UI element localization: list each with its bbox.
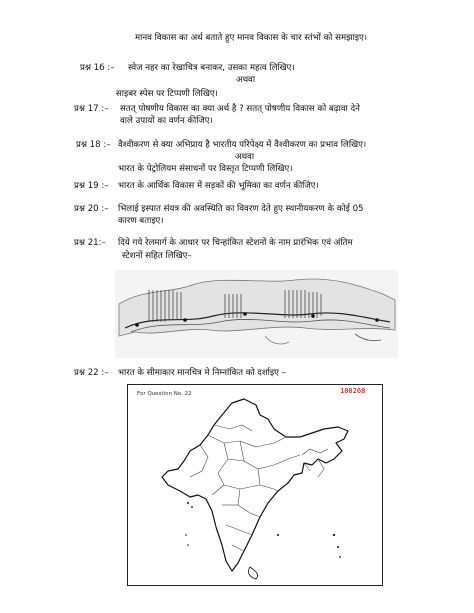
question-22-number: प्रश्न 22 :– xyxy=(74,368,109,378)
question-18-number: प्रश्न 18 :– xyxy=(76,140,111,150)
map-code: 100268 xyxy=(340,387,366,395)
or-separator: अथवा xyxy=(235,152,255,162)
question-19-number: प्रश्न 19 :– xyxy=(74,181,109,191)
question-20-number: प्रश्न 20 :– xyxy=(74,204,109,214)
railway-route-map xyxy=(115,270,398,358)
question-16-text: स्वेज नहर का रेखाचित्र बनाकर, उसका महत्व लिखिए। xyxy=(128,63,295,73)
question-16-number: प्रश्न 16 :– xyxy=(80,63,115,73)
question-17-number: प्रश्न 17 :– xyxy=(74,104,109,114)
map-caption: For Question No. 22 xyxy=(137,391,192,397)
india-outline-map xyxy=(127,384,383,586)
question-17-continuation: वाले उपायों का वर्णन कीजिए। xyxy=(120,116,213,126)
question-18-text: वैश्वीकरण से क्या अभिप्राय है भारतीय परिपेक्ष्य में वैश्वीकरण का प्रभाव लिखिए। xyxy=(118,140,367,150)
question-21-number: प्रश्न 21:– xyxy=(74,238,106,248)
or-separator: अथवा xyxy=(236,75,256,85)
question-18-alternate: भारत के पेट्रोलियम संसाधनों पर विस्तृत टिप्पणी लिखिए। xyxy=(118,164,293,174)
question-16-alternate: साइबर स्पेस पर टिप्पणी लिखिए। xyxy=(116,89,218,99)
question-20-text: भिलाई इस्पात संयत्र की अवस्थिति का विवरण देते हुए स्थानीयकरण के कोई 05 xyxy=(118,204,364,214)
question-22-text: भारत के सीमाकार मानचित्र मे निम्नांकित को दर्शाइए – xyxy=(118,368,286,378)
question-21-continuation: स्टेशनों सहित लिखिए– xyxy=(122,251,192,261)
question-19-text: भारत के आर्थिक विकास में सड़कों की भूमिका का वर्णन कीजिए। xyxy=(118,181,319,191)
question-17-text: सतत् पोषणीय विकास का क्या अर्थ है ? सतत् पोषणीय विकास को बढ़ावा देने xyxy=(120,104,360,114)
question-20-continuation: कारण बताइए। xyxy=(118,216,164,226)
question-21-text: दिये गये रेलमार्ग के आधार पर चिन्हांकित स्टेशनों के नाम प्रारंभिक एवं अंतिम xyxy=(118,238,353,248)
intro-question-text: मानव विकास का अर्थ बताते हुए मानव विकास के चार स्तंभों को समझाइए। xyxy=(135,33,368,43)
india-map-drawing xyxy=(128,385,382,585)
